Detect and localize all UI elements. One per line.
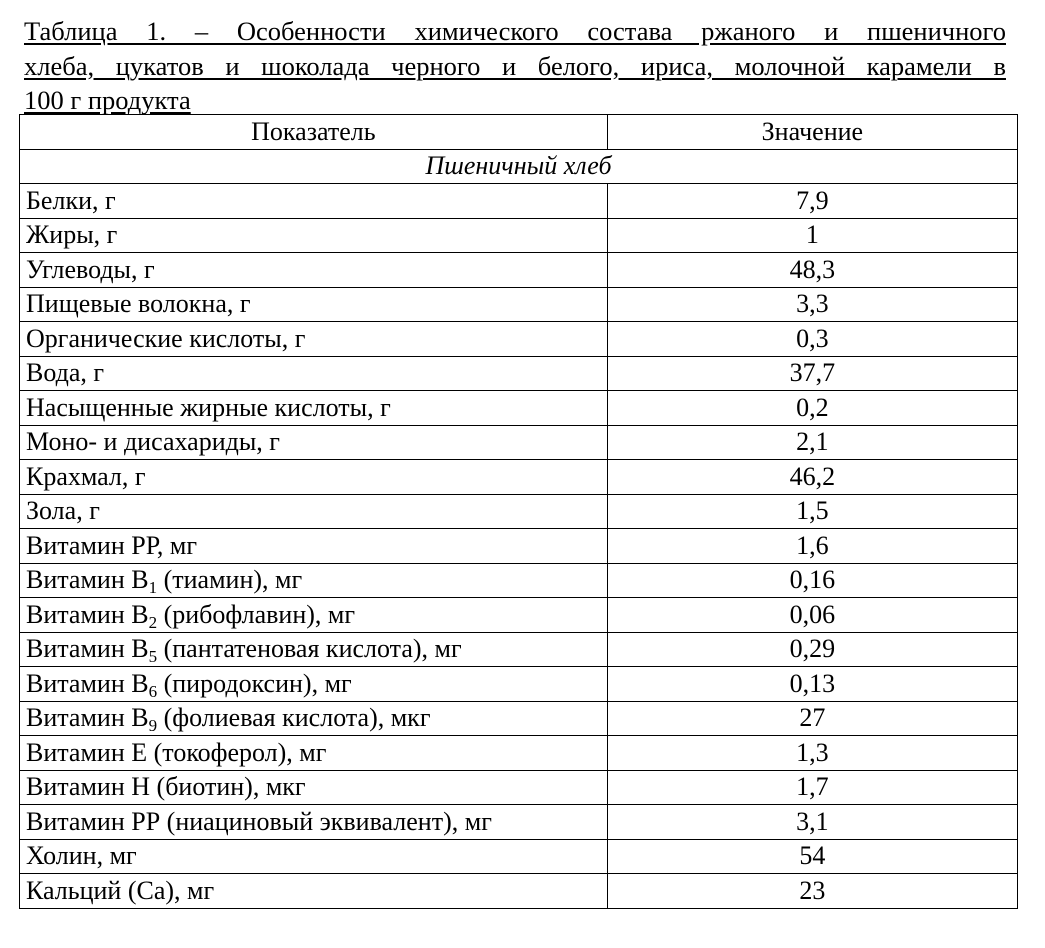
row-name-suffix: (рибофлавин), мг [157, 599, 356, 629]
row-name: Углеводы, г [20, 253, 608, 288]
row-name-suffix: (фолиевая кислота), мкг [157, 703, 431, 733]
table-row [20, 356, 1018, 391]
row-name: Насыщенные жирные кислоты, г [20, 391, 608, 426]
section-row [20, 149, 1018, 184]
row-name: Моно- и дисахариды, г [20, 425, 608, 460]
caption-line-1: Таблица 1. – Особенности химического состава ржаного и пшеничного [24, 16, 1006, 46]
table-row [20, 322, 1018, 357]
row-value: 23 [607, 874, 1017, 909]
table-row [20, 598, 1018, 633]
row-value: 0,06 [607, 598, 1017, 633]
row-name-prefix: Витамин В [26, 565, 149, 595]
row-value: 1,6 [607, 529, 1017, 564]
row-value: 3,1 [607, 805, 1017, 840]
row-name: Витамин РР (ниациновый эквивалент), мг [20, 805, 608, 840]
column-header-indicator: Показатель [20, 115, 608, 150]
row-name: Витамин РР, мг [20, 529, 608, 564]
row-name: Витамин Е (токоферол), мг [20, 736, 608, 771]
caption-line-3: 100 г продукта [24, 85, 191, 115]
row-name-suffix: (пантатеновая кислота), мг [157, 634, 462, 664]
row-value: 0,3 [607, 322, 1017, 357]
header-row [20, 115, 1018, 150]
row-value: 0,29 [607, 632, 1017, 667]
row-name-subscript: 6 [148, 681, 158, 701]
row-name-suffix: (пиродоксин), мг [157, 668, 352, 698]
row-name: Кальций (Са), мг [20, 874, 608, 909]
row-name-subscript: 5 [148, 647, 158, 667]
row-name: Крахмал, г [20, 460, 608, 495]
row-name: Витамин Н (биотин), мкг [20, 770, 608, 805]
row-name [20, 563, 608, 598]
table-caption [24, 14, 1006, 118]
row-name-subscript: 1 [148, 578, 158, 598]
column-header-value: Значение [607, 115, 1017, 150]
row-name [20, 598, 608, 633]
row-name-prefix: Витамин В [26, 599, 149, 629]
row-name: Органические кислоты, г [20, 322, 608, 357]
table-row [20, 839, 1018, 874]
row-name: Вода, г [20, 356, 608, 391]
row-name-subscript: 9 [148, 716, 158, 736]
table-row [20, 287, 1018, 322]
table-row [20, 667, 1018, 702]
row-value: 48,3 [607, 253, 1017, 288]
row-name: Белки, г [20, 184, 608, 219]
table-row [20, 218, 1018, 253]
table-row [20, 805, 1018, 840]
row-value: 7,9 [607, 184, 1017, 219]
row-value: 27 [607, 701, 1017, 736]
table-row [20, 736, 1018, 771]
row-name: Зола, г [20, 494, 608, 529]
table-row [20, 494, 1018, 529]
row-value: 2,1 [607, 425, 1017, 460]
row-name [20, 632, 608, 667]
row-name: Холин, мг [20, 839, 608, 874]
table-row [20, 425, 1018, 460]
table-row [20, 701, 1018, 736]
table-row [20, 460, 1018, 495]
row-name [20, 701, 608, 736]
table-row [20, 632, 1018, 667]
composition-table [19, 114, 1018, 909]
table-row [20, 874, 1018, 909]
row-value: 0,13 [607, 667, 1017, 702]
row-name-prefix: Витамин В [26, 668, 149, 698]
section-title: Пшеничный хлеб [20, 149, 1018, 184]
row-value: 0,2 [607, 391, 1017, 426]
row-name: Пищевые волокна, г [20, 287, 608, 322]
row-value: 0,16 [607, 563, 1017, 598]
caption-line-2: хлеба, цукатов и шоколада черного и белого, ириса, молочной карамели в [24, 50, 1006, 81]
row-name-prefix: Витамин В [26, 634, 149, 664]
table-row [20, 184, 1018, 219]
row-value: 1,5 [607, 494, 1017, 529]
row-name [20, 667, 608, 702]
row-name-subscript: 2 [148, 612, 158, 632]
table-row [20, 563, 1018, 598]
table-row [20, 391, 1018, 426]
row-value: 1 [607, 218, 1017, 253]
row-value: 1,3 [607, 736, 1017, 771]
row-value: 54 [607, 839, 1017, 874]
row-value: 1,7 [607, 770, 1017, 805]
table-row [20, 529, 1018, 564]
row-name-prefix: Витамин В [26, 703, 149, 733]
table-row [20, 770, 1018, 805]
table-row [20, 253, 1018, 288]
row-name: Жиры, г [20, 218, 608, 253]
row-value: 37,7 [607, 356, 1017, 391]
row-value: 46,2 [607, 460, 1017, 495]
row-name-suffix: (тиамин), мг [157, 565, 303, 595]
row-value: 3,3 [607, 287, 1017, 322]
